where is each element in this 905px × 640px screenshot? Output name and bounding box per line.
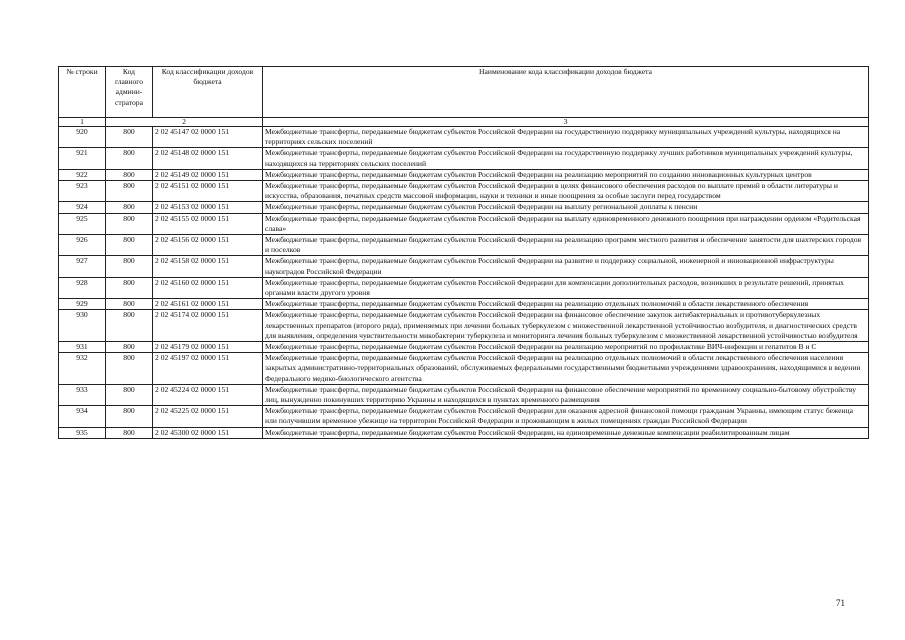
admin-code-cell: 800 xyxy=(106,202,153,213)
classification-code-cell: 2 02 45148 02 0000 151 xyxy=(153,148,263,169)
header-classification-code: Код классификации доходов бюджета xyxy=(153,67,263,118)
admin-code-cell: 800 xyxy=(106,277,153,298)
table-row xyxy=(59,213,869,234)
row-number-cell: 926 xyxy=(59,235,106,256)
row-number-cell: 925 xyxy=(59,213,106,234)
classification-code-cell: 2 02 45225 02 0000 151 xyxy=(153,406,263,427)
row-number-cell: 927 xyxy=(59,256,106,277)
classification-code-cell: 2 02 45224 02 0000 151 xyxy=(153,384,263,405)
description-cell: Межбюджетные трансферты, передаваемые бюджетам субъектов Российской Федерации на финансовое обеспечение мероприятий по временному социально-бытовому обустройству лиц, вынужденно покинувших территорию Украины и находящихся в пунктах временного размещения xyxy=(263,384,869,405)
table-row xyxy=(59,181,869,202)
description-cell: Межбюджетные трансферты, передаваемые бюджетам субъектов Российской Федерации на реализацию отдельных полномочий в области лекарственного обеспечения xyxy=(263,299,869,310)
table-row xyxy=(59,310,869,342)
admin-code-cell: 800 xyxy=(106,256,153,277)
admin-code-cell: 800 xyxy=(106,213,153,234)
admin-code-cell: 800 xyxy=(106,342,153,353)
admin-code-cell: 800 xyxy=(106,310,153,342)
admin-code-cell: 800 xyxy=(106,427,153,438)
classification-code-cell: 2 02 45147 02 0000 151 xyxy=(153,127,263,148)
description-cell: Межбюджетные трансферты, передаваемые бюджетам субъектов Российской Федерации на реализацию программ местного развития и обеспечение занятости для шахтерских городов и поселков xyxy=(263,235,869,256)
header-code-name: Наименование кода классификации доходов бюджета xyxy=(263,67,869,118)
admin-code-cell: 800 xyxy=(106,235,153,256)
table-row xyxy=(59,353,869,385)
description-cell: Межбюджетные трансферты, передаваемые бюджетам субъектов Российской Федерации на реализацию отдельных полномочий в области лекарственного обеспечения населения закрытых административно-территориальных образований, обслуживаемых федеральными государственными бюджетными учреждениями здравоохранения, находящимися в ведении Федерального медико-биологического агентства xyxy=(263,353,869,385)
row-number-cell: 929 xyxy=(59,299,106,310)
budget-classification-table xyxy=(58,66,869,439)
description-cell: Межбюджетные трансферты, передаваемые бюджетам субъектов Российской Федерации на развитие и поддержку социальной, инженерной и инновационной инфраструктуры наукоградов Российской Федерации xyxy=(263,256,869,277)
admin-code-cell: 800 xyxy=(106,384,153,405)
description-cell: Межбюджетные трансферты, передаваемые бюджетам субъектов Российской Федерации на государственную поддержку муниципальных учреждений культуры, находящихся на территориях сельских поселений xyxy=(263,127,869,148)
row-number-cell: 921 xyxy=(59,148,106,169)
description-cell: Межбюджетные трансферты, передаваемые бюджетам субъектов Российской Федерации в целях финансового обеспечения расходов по выплате премий в области литературы и искусства, образования, печатных средств массовой информации, науки и техники и иные поощрения за особые заслуги перед государством xyxy=(263,181,869,202)
column-number-row xyxy=(59,118,869,127)
classification-code-cell: 2 02 45300 02 0000 151 xyxy=(153,427,263,438)
row-number-cell: 933 xyxy=(59,384,106,405)
table-row xyxy=(59,202,869,213)
row-number-cell: 923 xyxy=(59,181,106,202)
classification-code-cell: 2 02 45149 02 0000 151 xyxy=(153,169,263,180)
row-number-cell: 924 xyxy=(59,202,106,213)
description-cell: Межбюджетные трансферты, передаваемые бюджетам субъектов Российской Федерации для оказания адресной финансовой помощи гражданам Украины, имеющим статус беженца или получившим временное убежище на территории Российской Федерации и проживающим в жилых помещениях граждан Российской Федерации xyxy=(263,406,869,427)
table-row xyxy=(59,384,869,405)
column-number-2: 2 xyxy=(106,118,263,127)
classification-code-cell: 2 02 45151 02 0000 151 xyxy=(153,181,263,202)
row-number-cell: 930 xyxy=(59,310,106,342)
table-row xyxy=(59,256,869,277)
row-number-cell: 920 xyxy=(59,127,106,148)
table-row xyxy=(59,235,869,256)
description-cell: Межбюджетные трансферты, передаваемые бюджетам субъектов Российской Федерации на выплату региональной доплаты к пенсии xyxy=(263,202,869,213)
classification-code-cell: 2 02 45197 02 0000 151 xyxy=(153,353,263,385)
row-number-cell: 928 xyxy=(59,277,106,298)
row-number-cell: 934 xyxy=(59,406,106,427)
admin-code-cell: 800 xyxy=(106,353,153,385)
table-row xyxy=(59,342,869,353)
admin-code-cell: 800 xyxy=(106,127,153,148)
column-number-3: 3 xyxy=(263,118,869,127)
classification-code-cell: 2 02 45158 02 0000 151 xyxy=(153,256,263,277)
description-cell: Межбюджетные трансферты, передаваемые бюджетам субъектов Российской Федерации на государственную поддержку лучших работников муниципальных учреждений культуры, находящихся на территориях сельских поселений xyxy=(263,148,869,169)
description-cell: Межбюджетные трансферты, передаваемые бюджетам субъектов Российской Федерации на финансовое обеспечение закупок антибактериальных и противотуберкулезных лекарственных препаратов (второго ряда), применяемых при лечении больных туберкулезом с множественной лекарственной устойчивостью возбудителя, и диагностических средств для выявления, определения чувствительности микобактерии туберкулеза и мониторинга лечения больных туберкулезом с множественной лекарственной устойчивостью возбудителя xyxy=(263,310,869,342)
description-cell: Межбюджетные трансферты, передаваемые бюджетам субъектов Российской Федерации для компенсации дополнительных расходов, возникших в результате решений, принятых органами власти другого уровня xyxy=(263,277,869,298)
admin-code-cell: 800 xyxy=(106,181,153,202)
classification-code-cell: 2 02 45160 02 0000 151 xyxy=(153,277,263,298)
table-row xyxy=(59,148,869,169)
column-number-1: 1 xyxy=(59,118,106,127)
admin-code-cell: 800 xyxy=(106,148,153,169)
admin-code-cell: 800 xyxy=(106,406,153,427)
admin-code-cell: 800 xyxy=(106,299,153,310)
row-number-cell: 935 xyxy=(59,427,106,438)
admin-code-cell: 800 xyxy=(106,169,153,180)
table-row xyxy=(59,406,869,427)
header-row-number: № строки xyxy=(59,67,106,118)
table-row xyxy=(59,127,869,148)
classification-code-cell: 2 02 45161 02 0000 151 xyxy=(153,299,263,310)
description-cell: Межбюджетные трансферты, передаваемые бюджетам субъектов Российской Федерации на реализацию мероприятий по профилактике ВИЧ-инфекции и гепатитов B и C xyxy=(263,342,869,353)
table-row xyxy=(59,299,869,310)
row-number-cell: 922 xyxy=(59,169,106,180)
table-row xyxy=(59,169,869,180)
classification-code-cell: 2 02 45153 02 0000 151 xyxy=(153,202,263,213)
table-body xyxy=(59,127,869,439)
table-row xyxy=(59,427,869,438)
description-cell: Межбюджетные трансферты, передаваемые бюджетам субъектов Российской Федерации на реализацию мероприятий по созданию инновационных культурных центров xyxy=(263,169,869,180)
row-number-cell: 931 xyxy=(59,342,106,353)
classification-code-cell: 2 02 45179 02 0000 151 xyxy=(153,342,263,353)
description-cell: Межбюджетные трансферты, передаваемые бюджетам субъектов Российской Федерации на выплату единовременного денежного поощрения при награждении орденом «Родительская слава» xyxy=(263,213,869,234)
table-row xyxy=(59,277,869,298)
description-cell: Межбюджетные трансферты, передаваемые бюджетам субъектов Российской Федерации, на единовременные денежные компенсации реабилитированным лицам xyxy=(263,427,869,438)
page-number: 71 xyxy=(836,598,845,608)
classification-code-cell: 2 02 45155 02 0000 151 xyxy=(153,213,263,234)
classification-code-cell: 2 02 45174 02 0000 151 xyxy=(153,310,263,342)
row-number-cell: 932 xyxy=(59,353,106,385)
table-header-row xyxy=(59,67,869,118)
header-admin-code: Код главного админи-стратора xyxy=(106,67,153,118)
classification-code-cell: 2 02 45156 02 0000 151 xyxy=(153,235,263,256)
